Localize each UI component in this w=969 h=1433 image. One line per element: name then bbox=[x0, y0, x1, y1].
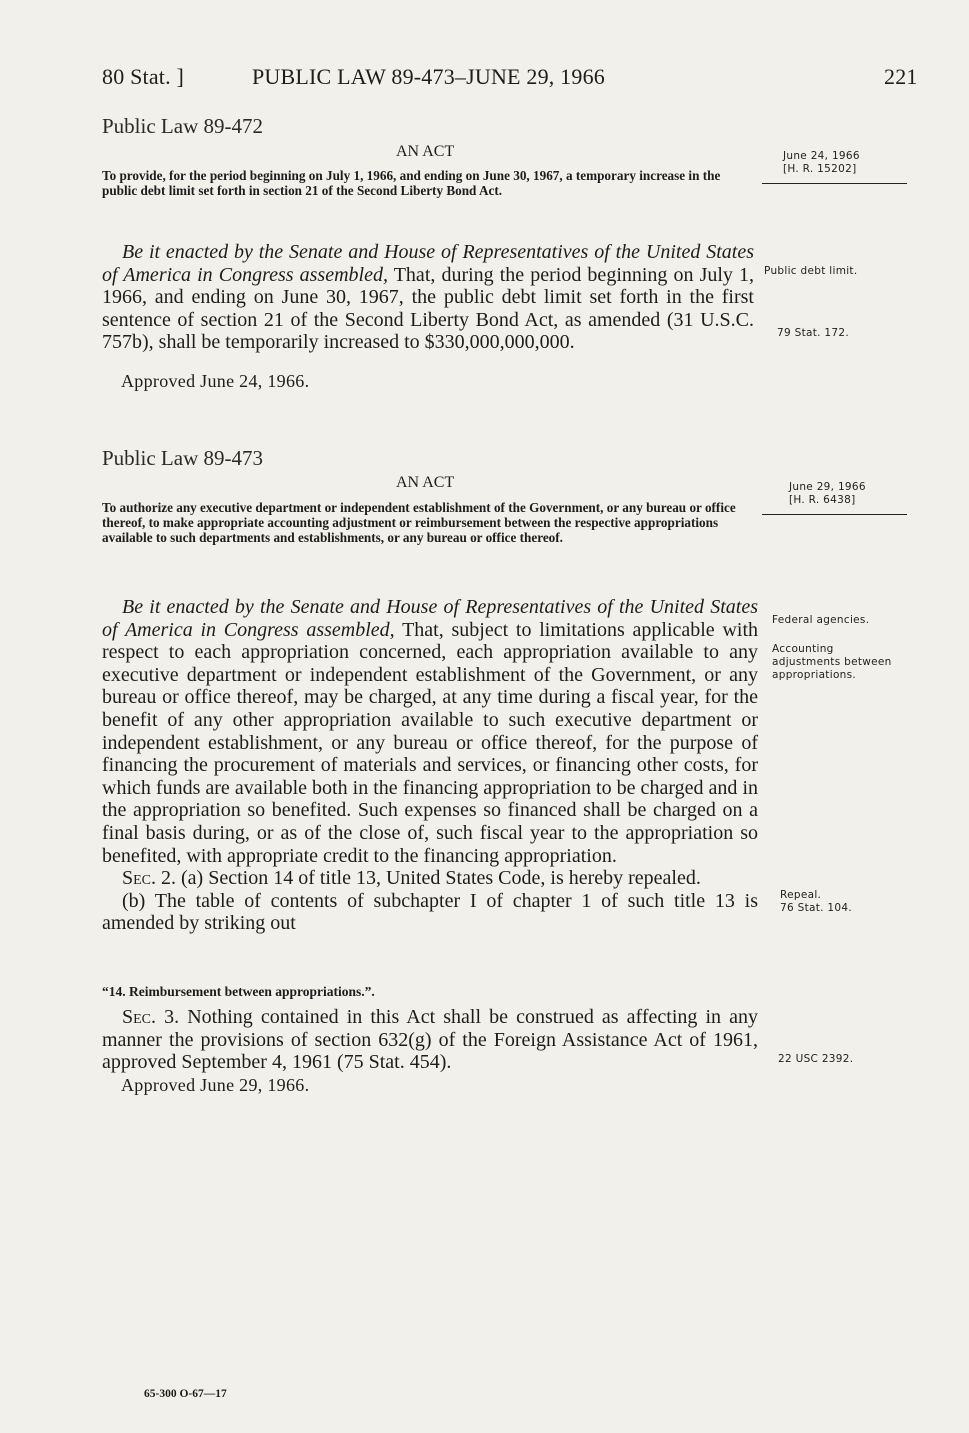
law-2-margin-bill: [H. R. 6438] bbox=[789, 494, 856, 506]
law-2-struck-line: “14. Reimbursement between appropriations.”. bbox=[102, 984, 375, 999]
law-1-note-stat: 79 Stat. 172. bbox=[777, 327, 849, 339]
law-2-note-repeal: Repeal. bbox=[780, 889, 822, 901]
law-2-sec3-label: Sec. 3. bbox=[122, 1006, 180, 1028]
law-1-margin-bill: [H. R. 15202] bbox=[783, 163, 857, 175]
law-2-margin-rule bbox=[762, 514, 907, 515]
page-number: 221 bbox=[884, 64, 918, 89]
law-1-margin-rule bbox=[762, 183, 907, 184]
law-2-sec2-b: (b) The table of contents of subchapter I of chapter 1 of such title 13 is amended by striking out bbox=[102, 889, 758, 935]
law-1-purpose: To provide, for the period beginning on July 1, 1966, and ending on June 30, 1967, a temporary increase in the public debt limit set forth in section 21 of the Second Liberty Bond Act. bbox=[102, 168, 721, 198]
law-1-approved: Approved June 24, 1966. bbox=[121, 371, 310, 391]
law-2-sec3: Nothing contained in this Act shall be construed as affecting in any manner the provisions of section 632(g) of the Foreign Assistance Act of 1961, approved September 4, 1961 (75 Stat. 454). bbox=[102, 1006, 759, 1074]
law-2-sec2-label: Sec. 2. bbox=[122, 867, 177, 890]
law-2-margin-date: June 29, 1966 bbox=[789, 481, 866, 493]
law-2-sec2-a: (a) Section 14 of title 13, United States Code, is hereby repealed. bbox=[181, 867, 701, 890]
law-2-sec3-text bbox=[102, 1006, 758, 1074]
law-2-act-label: AN ACT bbox=[396, 474, 455, 491]
law-2-note-subject-2: Accounting adjustments between appropriations. bbox=[772, 643, 892, 681]
print-code: 65-300 O-67—17 bbox=[144, 1388, 227, 1400]
law-2-approved: Approved June 29, 1966. bbox=[121, 1075, 310, 1095]
law-1-body: That, during the period beginning on July 1, 1966, and ending on June 30, 1967, the public debt limit set forth in the first sentence of section 21 of the Second Liberty Bond Act, as amended (31 U.S.C. 757b), shall be temporarily increased to $330,000,000,000. bbox=[102, 263, 755, 354]
running-head-stat: 80 Stat. ] bbox=[102, 64, 185, 89]
law-1-margin-date: June 24, 1966 bbox=[783, 150, 860, 162]
law-1-heading: Public Law 89-472 bbox=[102, 114, 263, 138]
law-2-enacting-clause: Be it enacted by the Senate and House of Representatives of the United States of America in Congress assembled, bbox=[102, 596, 758, 641]
law-2-note-repeal-stat: 76 Stat. 104. bbox=[780, 902, 852, 914]
law-1-note-subject: Public debt limit. bbox=[764, 265, 858, 277]
law-1-act-label: AN ACT bbox=[396, 143, 455, 160]
law-2-text bbox=[102, 596, 758, 935]
law-2-heading: Public Law 89-473 bbox=[102, 446, 263, 470]
law-1-text bbox=[102, 241, 754, 354]
law-2-purpose: To authorize any executive department or independent establishment of the Government, or any bureau or office thereof, to make appropriate accounting adjustment or reimbursement between the respective appropriations available to such departments and establishments, or any bureau or office thereof. bbox=[102, 500, 736, 545]
law-2-body: That, subject to limitations applicable with respect to each appropriation concerned, each appropriation available to any executive department or independent establishment of the Government, or any bureau or office thereof, may be charged, at any time during a fiscal year, for the benefit of any other appropriation available to such executive department or independent establishment, or any bureau or office thereof, for the purpose of financing the procurement of materials and services, or financing other costs, for which funds are available both in the financing appropriation to be charged and in the appropriation so benefited. Such expenses so financed shall be charged on a final basis during, or as of the close of, such fiscal year to the appropriation so benefited, with appropriate credit to the financing appropriation. bbox=[102, 618, 758, 867]
law-1-enacting-clause: Be it enacted by the Senate and House of Representatives of the United States of America in Congress assembled, bbox=[102, 241, 754, 286]
law-2-note-subject-1: Federal agencies. bbox=[772, 614, 870, 626]
running-head-title: PUBLIC LAW 89-473–JUNE 29, 1966 bbox=[252, 64, 605, 89]
law-2-note-usc: 22 USC 2392. bbox=[778, 1053, 854, 1065]
